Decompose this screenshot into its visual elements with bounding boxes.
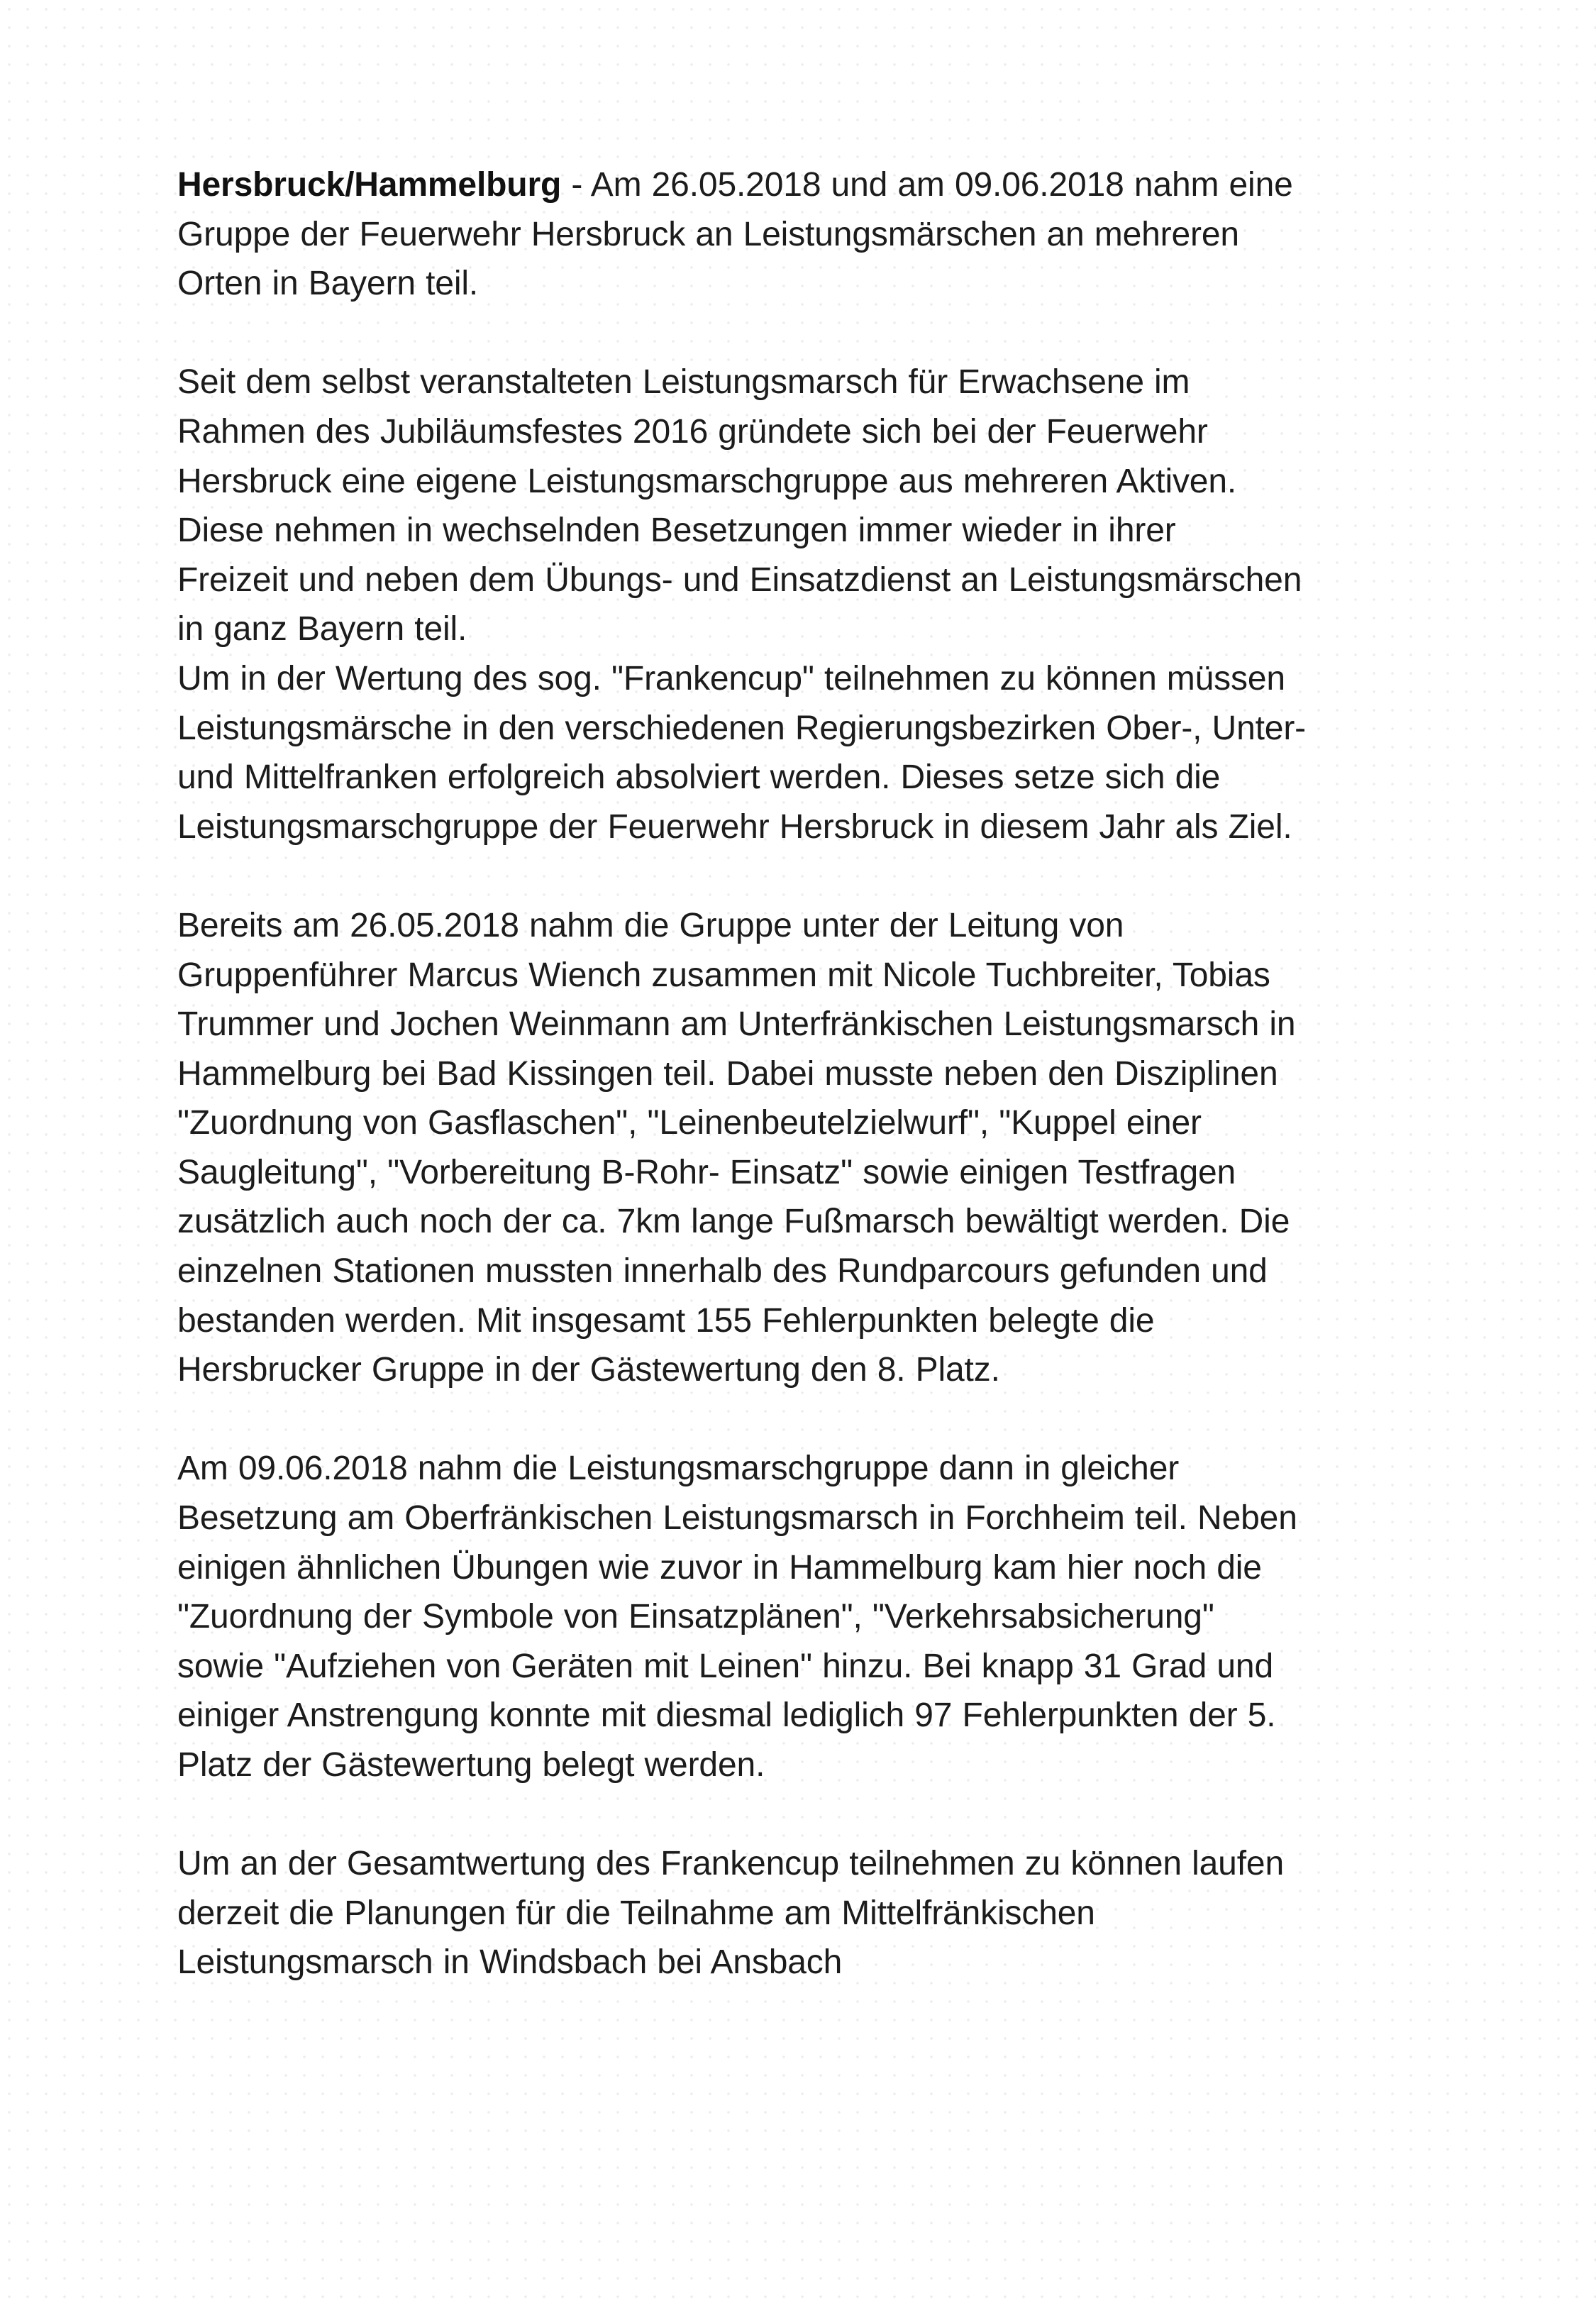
- text-line: "Zuordnung der Symbole von Einsatzplänen", "Verkehrsabsicherung": [177, 1598, 1214, 1636]
- paragraph-gap: [177, 1790, 1436, 1840]
- dateline: Hersbruck/Hammelburg: [177, 166, 562, 204]
- paragraph-gap: [177, 851, 1436, 901]
- text-line: Hersbruck eine eigene Leistungsmarschgruppe aus mehreren Aktiven.: [177, 462, 1237, 500]
- text-line: Rahmen des Jubiläumsfestes 2016 gründete sich bei der Feuerwehr: [177, 412, 1208, 451]
- text-line: Hersbrucker Gruppe in der Gästewertung den 8. Platz.: [177, 1351, 1000, 1389]
- text-line: "Zuordnung von Gasflaschen", "Leinenbeutelzielwurf", "Kuppel einer: [177, 1104, 1202, 1142]
- text-line: Saugleitung", "Vorbereitung B-Rohr- Einsatz" sowie einigen Testfragen: [177, 1153, 1236, 1191]
- text-line: Leistungsmarsch in Windsbach bei Ansbach: [177, 1943, 843, 1982]
- text-line: zusätzlich auch noch der ca. 7km lange Fußmarsch bewältigt werden. Die: [177, 1203, 1290, 1241]
- article-body: [177, 160, 1436, 1987]
- intro-line-text: - Am 26.05.2018 und am 09.06.2018 nahm eine: [561, 166, 1293, 204]
- paragraph-frankencup: [177, 654, 1436, 851]
- text-line: Um in der Wertung des sog. "Frankencup" teilnehmen zu können müssen: [177, 659, 1285, 697]
- text-line: in ganz Bayern teil.: [177, 610, 467, 649]
- text-line: Freizeit und neben dem Übungs- und Einsatzdienst an Leistungsmärschen: [177, 561, 1302, 599]
- intro-line: [177, 160, 1436, 210]
- text-line: Gruppenführer Marcus Wiench zusammen mit Nicole Tuchbreiter, Tobias: [177, 956, 1270, 994]
- text-line: Platz der Gästewertung belegt werden.: [177, 1746, 765, 1784]
- text-line: Diese nehmen in wechselnden Besetzungen immer wieder in ihrer: [177, 512, 1176, 550]
- paragraph-forchheim: [177, 1444, 1436, 1789]
- text-line: Leistungsmärsche in den verschiedenen Regierungsbezirken Ober-, Unter-: [177, 709, 1307, 747]
- text-line: einigen ähnlichen Übungen wie zuvor in Hammelburg kam hier noch die: [177, 1548, 1262, 1587]
- text-line: Seit dem selbst veranstalteten Leistungsmarsch für Erwachsene im: [177, 363, 1190, 402]
- text-line: Trummer und Jochen Weinmann am Unterfränkischen Leistungsmarsch in: [177, 1005, 1296, 1044]
- paragraph-outlook: [177, 1839, 1436, 1987]
- text-line: Am 09.06.2018 nahm die Leistungsmarschgruppe dann in gleicher: [177, 1450, 1180, 1488]
- paragraph-hammelburg: [177, 901, 1436, 1395]
- text-line: Leistungsmarschgruppe der Feuerwehr Hersbruck in diesem Jahr als Ziel.: [177, 807, 1292, 846]
- paragraph-gap: [177, 1395, 1436, 1445]
- text-line: derzeit die Planungen für die Teilnahme am Mittelfränkischen: [177, 1894, 1095, 1932]
- intro-paragraph: [177, 160, 1436, 309]
- text-line: und Mittelfranken erfolgreich absolviert werden. Dieses setze sich die: [177, 758, 1221, 797]
- paragraph-group-founding: [177, 358, 1436, 654]
- text-line: bestanden werden. Mit insgesamt 155 Fehlerpunkten belegte die: [177, 1301, 1155, 1340]
- paragraph-gap: [177, 309, 1436, 358]
- text-line: Bereits am 26.05.2018 nahm die Gruppe unter der Leitung von: [177, 906, 1124, 944]
- text-line: einzelnen Stationen mussten innerhalb des Rundparcours gefunden und: [177, 1252, 1268, 1291]
- text-line: einiger Anstrengung konnte mit diesmal lediglich 97 Fehlerpunkten der 5.: [177, 1697, 1276, 1735]
- text-line: Besetzung am Oberfränkischen Leistungsmarsch in Forchheim teil. Neben: [177, 1499, 1297, 1538]
- text-line: Hammelburg bei Bad Kissingen teil. Dabei musste neben den Disziplinen: [177, 1054, 1278, 1093]
- intro-line: Orten in Bayern teil.: [177, 265, 479, 303]
- intro-line: Gruppe der Feuerwehr Hersbruck an Leistungsmärschen an mehreren: [177, 215, 1239, 253]
- text-line: sowie "Aufziehen von Geräten mit Leinen" hinzu. Bei knapp 31 Grad und: [177, 1647, 1274, 1685]
- text-line: Um an der Gesamtwertung des Frankencup teilnehmen zu können laufen: [177, 1845, 1284, 1883]
